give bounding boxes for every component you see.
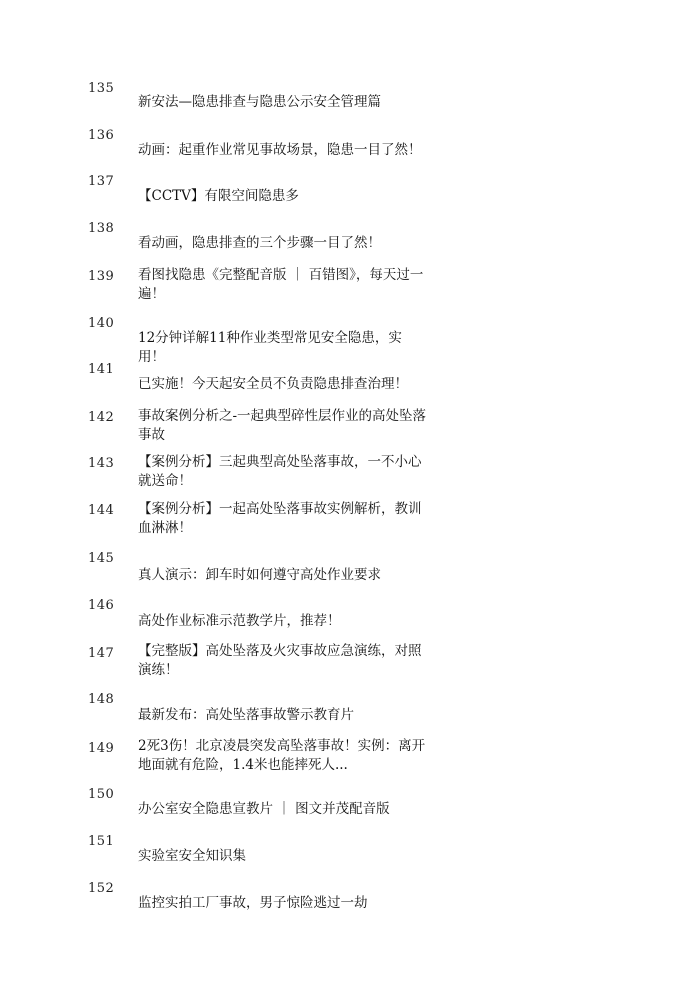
item-title[interactable]: 新安法—隐患排查与隐患公示安全管理篇	[138, 94, 381, 110]
item-title[interactable]: 动画：起重作业常见事故场景，隐患一目了然！	[138, 142, 422, 158]
item-title[interactable]: 监控实拍工厂事故，男子惊险逃过一劫	[138, 895, 368, 911]
item-title[interactable]: 高处作业标准示范教学片，推荐！	[138, 613, 341, 629]
item-title[interactable]: 12分钟详解11种作业类型常见安全隐患，实用！	[138, 330, 402, 365]
item-title[interactable]: 办公室安全隐患宣教片 ｜ 图文并茂配音版	[138, 801, 390, 817]
item-number: 149	[88, 741, 115, 756]
item-number: 142	[88, 410, 115, 425]
item-title[interactable]: 【完整版】高处坠落及火灾事故应急演练，对照演练！	[138, 643, 422, 678]
item-number: 137	[88, 174, 115, 189]
item-number: 143	[88, 456, 115, 471]
item-title[interactable]: 事故案例分析之-一起典型碎性层作业的高处坠落事故	[138, 408, 427, 443]
item-title[interactable]: 看动画，隐患排查的三个步骤一目了然！	[138, 235, 381, 251]
item-title[interactable]: 看图找隐患《完整配音版 ｜ 百错图》，每天过一遍！	[138, 267, 424, 302]
item-title[interactable]: 实验室安全知识集	[138, 848, 246, 864]
item-title[interactable]: 真人演示：卸车时如何遵守高处作业要求	[138, 567, 381, 583]
item-number: 141	[88, 362, 115, 377]
item-number: 147	[88, 646, 115, 661]
item-number: 144	[88, 503, 115, 518]
item-number: 136	[88, 128, 115, 143]
item-title[interactable]: 已实施！今天起安全员不负责隐患排查治理！	[138, 376, 408, 392]
item-number: 140	[88, 316, 115, 331]
item-number: 138	[88, 221, 115, 236]
item-number: 145	[88, 551, 115, 566]
item-number: 135	[88, 81, 115, 96]
item-number: 146	[88, 598, 115, 613]
item-number: 150	[88, 787, 115, 802]
item-number: 151	[88, 834, 115, 849]
item-number: 152	[88, 881, 115, 896]
item-number: 139	[88, 269, 115, 284]
item-title[interactable]: 【案例分析】一起高处坠落事故实例解析，教训血淋淋！	[138, 501, 422, 536]
item-title[interactable]: 【CCTV】有限空间隐患多	[138, 188, 299, 204]
item-title[interactable]: 【案例分析】三起典型高处坠落事故，一不小心就送命！	[138, 454, 422, 489]
item-number: 148	[88, 692, 115, 707]
item-title[interactable]: 2死3伤！北京凌晨突发高坠落事故！实例：离开地面就有危险，1.4米也能摔死人...	[138, 738, 426, 773]
item-title[interactable]: 最新发布：高处坠落事故警示教育片	[138, 707, 354, 723]
